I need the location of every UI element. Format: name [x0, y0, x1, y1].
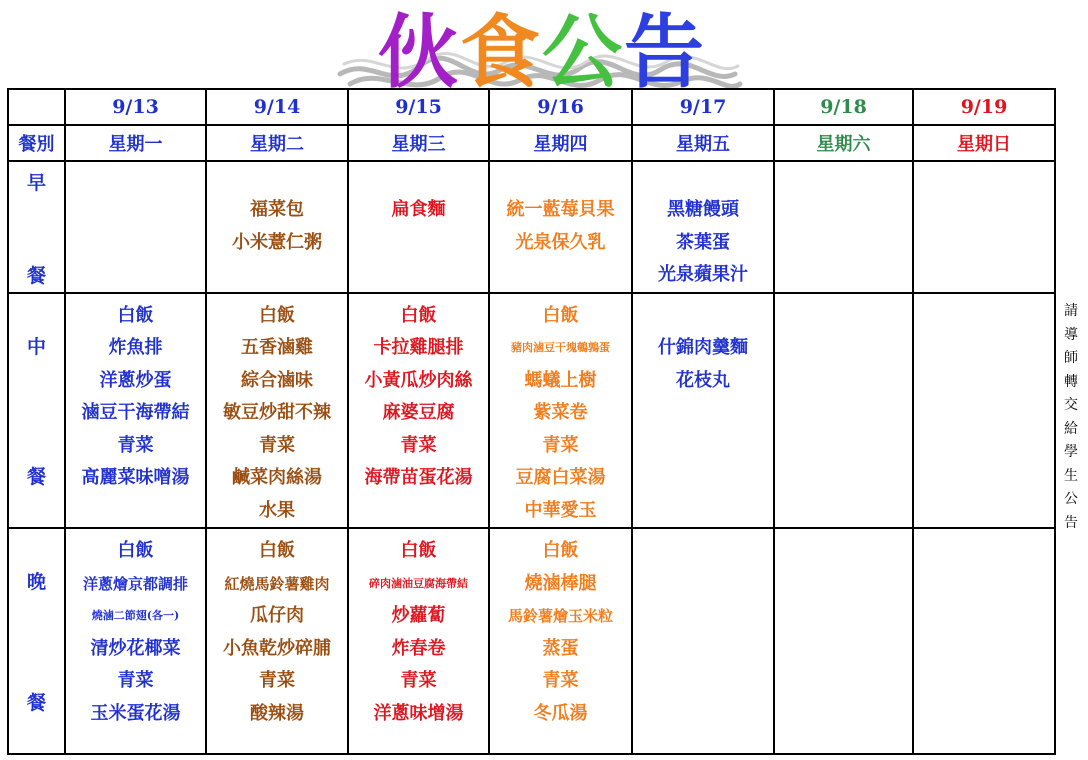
title-banner	[330, 4, 750, 100]
menu-item: 炒蘿蔔	[391, 605, 446, 626]
breakfast-day-cell	[348, 161, 489, 293]
lunch-day-cell	[206, 293, 348, 529]
side-note-char: 師	[1064, 350, 1078, 366]
dinner-day-cell	[632, 528, 774, 754]
menu-item: 白飯	[259, 304, 295, 326]
lunch-item-list	[775, 294, 912, 300]
dinner-item-list	[66, 529, 205, 730]
breakfast-day-cell	[65, 161, 206, 293]
dinner-day-cell	[348, 528, 489, 754]
side-note-char: 請	[1064, 303, 1078, 319]
menu-item: 洋蔥燴京都調排	[82, 574, 188, 593]
lunch-item-list	[349, 294, 488, 495]
weekday-mon: 星期一	[65, 125, 206, 161]
dinner-day-cell	[489, 528, 632, 754]
menu-item: 玉米蛋花湯	[90, 702, 181, 724]
menu-item: 中華愛玉	[524, 499, 597, 521]
breakfast-item-list	[66, 162, 205, 194]
menu-item: 白飯	[117, 540, 154, 561]
breakfast-day-cell	[774, 161, 913, 293]
dinner-item-list	[349, 529, 488, 730]
menu-item: 紅燒馬鈴薯雞肉	[224, 574, 330, 593]
menu-item: 青菜	[259, 670, 295, 691]
menu-item: 花枝丸	[676, 369, 730, 391]
dinner-item-list	[633, 529, 773, 535]
menu-item: 統一藍莓貝果	[506, 199, 615, 220]
menu-item: 馬鈴薯燴玉米粒	[507, 607, 613, 625]
menu-item: 青菜	[542, 434, 579, 456]
menu-item: 洋蔥炒蛋	[99, 369, 172, 391]
menu-item: 白飯	[542, 540, 579, 561]
lunch-item-list	[914, 294, 1054, 300]
dinner-item-list	[490, 529, 631, 730]
breakfast-label-cell	[8, 161, 65, 293]
menu-item: 小米薏仁粥	[232, 231, 322, 253]
menu-item: 青菜	[542, 670, 579, 691]
menu-item: 白飯	[400, 540, 437, 561]
menu-item: 扁食麵	[391, 199, 446, 220]
dinner-row	[8, 528, 1055, 754]
menu-item: 什錦肉羹麵	[658, 337, 748, 358]
lunch-day-cell	[774, 293, 913, 529]
side-note-char: 導	[1064, 326, 1078, 343]
breakfast-day-cell	[489, 161, 632, 293]
meal-schedule-table	[7, 88, 1056, 755]
lunch-label-cell	[8, 293, 65, 529]
menu-item: 碎肉滷油豆腐海帶結	[369, 576, 468, 590]
weekday-wed: 星期三	[348, 125, 489, 161]
dinner-day-cell	[65, 528, 206, 754]
corner-cell	[8, 89, 65, 125]
dinner-label-top: 晚	[26, 571, 46, 593]
weekday-sat: 星期六	[774, 125, 913, 161]
menu-item: 燒滷棒腿	[524, 572, 597, 594]
side-note-char: 生	[1064, 467, 1078, 484]
menu-item: 瓜仔肉	[250, 605, 304, 626]
meal-type-header: 餐別	[8, 125, 65, 161]
menu-item: 青菜	[400, 670, 437, 691]
breakfast-day-cell	[206, 161, 348, 293]
menu-item: 酸辣湯	[250, 702, 304, 724]
menu-item: 黑糖饅頭	[667, 199, 739, 220]
lunch-day-cell	[632, 293, 774, 529]
menu-item: 蒸蛋	[542, 637, 579, 659]
menu-item: 滷豆干海帶結	[81, 402, 190, 423]
side-note-char: 告	[1064, 514, 1078, 531]
lunch-day-cell	[489, 293, 632, 529]
date-mon: 9/13	[65, 89, 206, 125]
menu-item: 鹹菜肉絲湯	[232, 467, 322, 488]
weekday-header-row	[8, 125, 1055, 161]
menu-item: 白飯	[400, 304, 437, 326]
menu-item: 茶葉蛋	[676, 231, 730, 253]
dinner-day-cell	[913, 528, 1055, 754]
lunch-day-cell	[348, 293, 489, 529]
date-sun: 9/19	[913, 89, 1055, 125]
side-note-char: 學	[1064, 444, 1078, 460]
title-char-1: 伙	[378, 6, 460, 99]
breakfast-label-top: 早	[26, 172, 46, 194]
date-sat: 9/18	[774, 89, 913, 125]
lunch-item-list	[633, 294, 773, 398]
weekday-tue: 星期二	[206, 125, 348, 161]
menu-item: 小魚乾炒碎脯	[223, 637, 331, 659]
breakfast-day-cell	[913, 161, 1055, 293]
menu-item: 豆腐白菜湯	[515, 467, 606, 488]
lunch-item-list	[490, 294, 631, 528]
side-note-char: 轉	[1064, 373, 1078, 390]
title-char-4: 告	[624, 6, 706, 99]
menu-item: 青菜	[259, 434, 295, 456]
menu-item: 冬瓜湯	[533, 702, 588, 724]
weekday-thu: 星期四	[489, 125, 632, 161]
side-note-char: 公	[1064, 491, 1078, 507]
breakfast-item-list	[914, 162, 1054, 194]
menu-item: 福菜包	[250, 199, 304, 220]
dinner-item-list	[207, 529, 347, 730]
menu-item: 小黃瓜炒肉絲	[364, 369, 473, 391]
breakfast-item-list	[490, 162, 631, 259]
title-char-3: 公	[542, 6, 624, 99]
date-wed: 9/15	[348, 89, 489, 125]
menu-item: 炸魚排	[108, 337, 163, 358]
lunch-item-list	[66, 294, 205, 495]
weekday-sun: 星期日	[913, 125, 1055, 161]
menu-item: 豬肉滷豆干塊鵪鶉蛋	[511, 341, 610, 354]
breakfast-label-bottom: 餐	[26, 264, 46, 287]
menu-item: 高麗菜味噌湯	[81, 467, 190, 488]
menu-item: 海帶苗蛋花湯	[364, 467, 473, 488]
menu-item: 清炒花椰菜	[90, 637, 181, 659]
menu-item: 光泉蘋果汁	[658, 264, 748, 285]
menu-item: 綜合滷味	[241, 369, 313, 391]
lunch-day-cell	[913, 293, 1055, 529]
dinner-label-bottom: 餐	[26, 692, 46, 714]
dinner-item-list	[914, 529, 1054, 535]
menu-item: 青菜	[117, 434, 154, 456]
page-title	[378, 8, 706, 98]
date-tue: 9/14	[206, 89, 348, 125]
side-note	[1062, 300, 1080, 535]
lunch-label-bottom: 餐	[26, 466, 46, 488]
side-note-char: 給	[1064, 420, 1078, 437]
lunch-row	[8, 293, 1055, 529]
dinner-day-cell	[774, 528, 913, 754]
side-note-char: 交	[1064, 397, 1078, 413]
menu-item: 炸春卷	[391, 637, 446, 659]
breakfast-row	[8, 161, 1055, 293]
lunch-label-top: 中	[26, 335, 46, 358]
menu-item: 水果	[259, 499, 295, 521]
menu-item: 卡拉雞腿排	[373, 337, 464, 358]
menu-item	[633, 300, 773, 333]
lunch-item-list	[207, 294, 347, 528]
menu-item: 麻婆豆腐	[382, 402, 455, 423]
breakfast-item-list	[207, 162, 347, 259]
menu-item: 燒滷二節翅(各一)	[91, 609, 180, 622]
date-header-row	[8, 89, 1055, 125]
menu-item: 青菜	[400, 434, 437, 456]
breakfast-day-cell	[632, 161, 774, 293]
menu-item: 青菜	[117, 670, 154, 691]
breakfast-item-list	[349, 162, 488, 227]
dinner-item-list	[775, 529, 912, 535]
menu-item: 白飯	[542, 304, 579, 326]
breakfast-item-list	[775, 162, 912, 194]
title-char-2: 食	[460, 6, 542, 99]
weekday-fri: 星期五	[632, 125, 774, 161]
date-fri: 9/17	[632, 89, 774, 125]
menu-item: 五香滷雞	[241, 337, 313, 358]
menu-item: 螞蟻上樹	[524, 369, 597, 391]
menu-item: 白飯	[117, 304, 154, 326]
menu-item: 敏豆炒甜不辣	[223, 402, 331, 423]
breakfast-item-list	[633, 162, 773, 292]
dinner-day-cell	[206, 528, 348, 754]
menu-item: 紫菜卷	[533, 402, 588, 423]
lunch-day-cell	[65, 293, 206, 529]
menu-item: 洋蔥味增湯	[373, 702, 464, 724]
menu-item: 白飯	[259, 540, 295, 561]
date-thu: 9/16	[489, 89, 632, 125]
dinner-label-cell	[8, 528, 65, 754]
menu-item: 光泉保久乳	[515, 231, 606, 253]
